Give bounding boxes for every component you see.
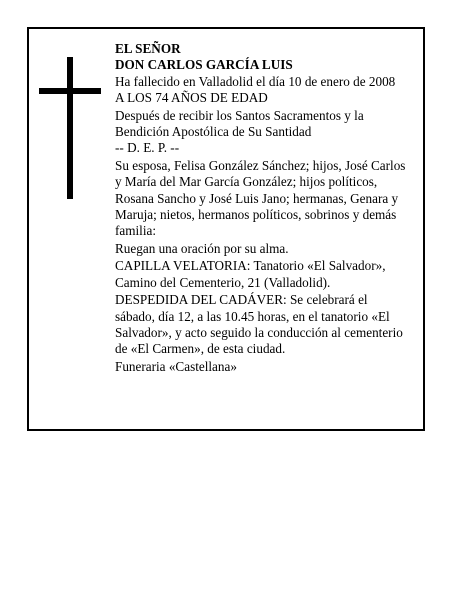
notice-title-line1: EL SEÑOR xyxy=(115,41,181,56)
family-line3: Rosana Sancho y José Luis Jano; hermanas, Genara y xyxy=(115,190,399,206)
farewell-line3: Salvador», y acto seguido la conducción al cementerio xyxy=(115,324,403,340)
sacraments-line1: Después de recibir los Santos Sacramentos y la xyxy=(115,107,364,123)
obituary-notice xyxy=(27,27,425,431)
family-line1: Su esposa, Felisa González Sánchez; hijos, José Carlos xyxy=(115,157,406,173)
prayer-line: Ruegan una oración por su alma. xyxy=(115,240,289,256)
sacraments-paragraph xyxy=(115,108,417,141)
family-line4: Maruja; nietos, hermanos políticos, sobrinos y demás xyxy=(115,207,397,223)
notice-text xyxy=(115,41,417,375)
sacraments-line2: Bendición Apostólica de Su Santidad xyxy=(115,124,312,140)
farewell-paragraph xyxy=(115,292,417,358)
chapel-paragraph xyxy=(115,258,417,291)
cross-icon xyxy=(39,57,101,199)
deceased-name: DON CARLOS GARCÍA LUIS xyxy=(115,57,293,73)
family-paragraph xyxy=(115,158,417,240)
farewell-line4: de «El Carmen», de esta ciudad. xyxy=(115,341,286,357)
funeral-home-line: Funeraria «Castellana» xyxy=(115,358,237,374)
family-line2: y María del Mar García González; hijos políticos, xyxy=(115,174,378,190)
farewell-line1: DESPEDIDA DEL CADÁVER: Se celebrará el xyxy=(115,292,368,308)
family-line5: familia: xyxy=(115,223,157,239)
chapel-line2: Camino del Cementerio, 21 (Valladolid). xyxy=(115,274,331,290)
cross-vertical-bar xyxy=(67,57,73,199)
farewell-line2: sábado, día 12, a las 10.45 horas, en el tanatorio «El xyxy=(115,308,390,324)
age-line: A LOS 74 AÑOS DE EDAD xyxy=(115,90,268,106)
chapel-line1: CAPILLA VELATORIA: Tanatorio «El Salvador», xyxy=(115,258,386,274)
cross-horizontal-bar xyxy=(39,88,101,94)
death-date-line: Ha fallecido en Valladolid el día 10 de enero de 2008 xyxy=(115,73,396,89)
rip-line: -- D. E. P. -- xyxy=(115,140,180,156)
